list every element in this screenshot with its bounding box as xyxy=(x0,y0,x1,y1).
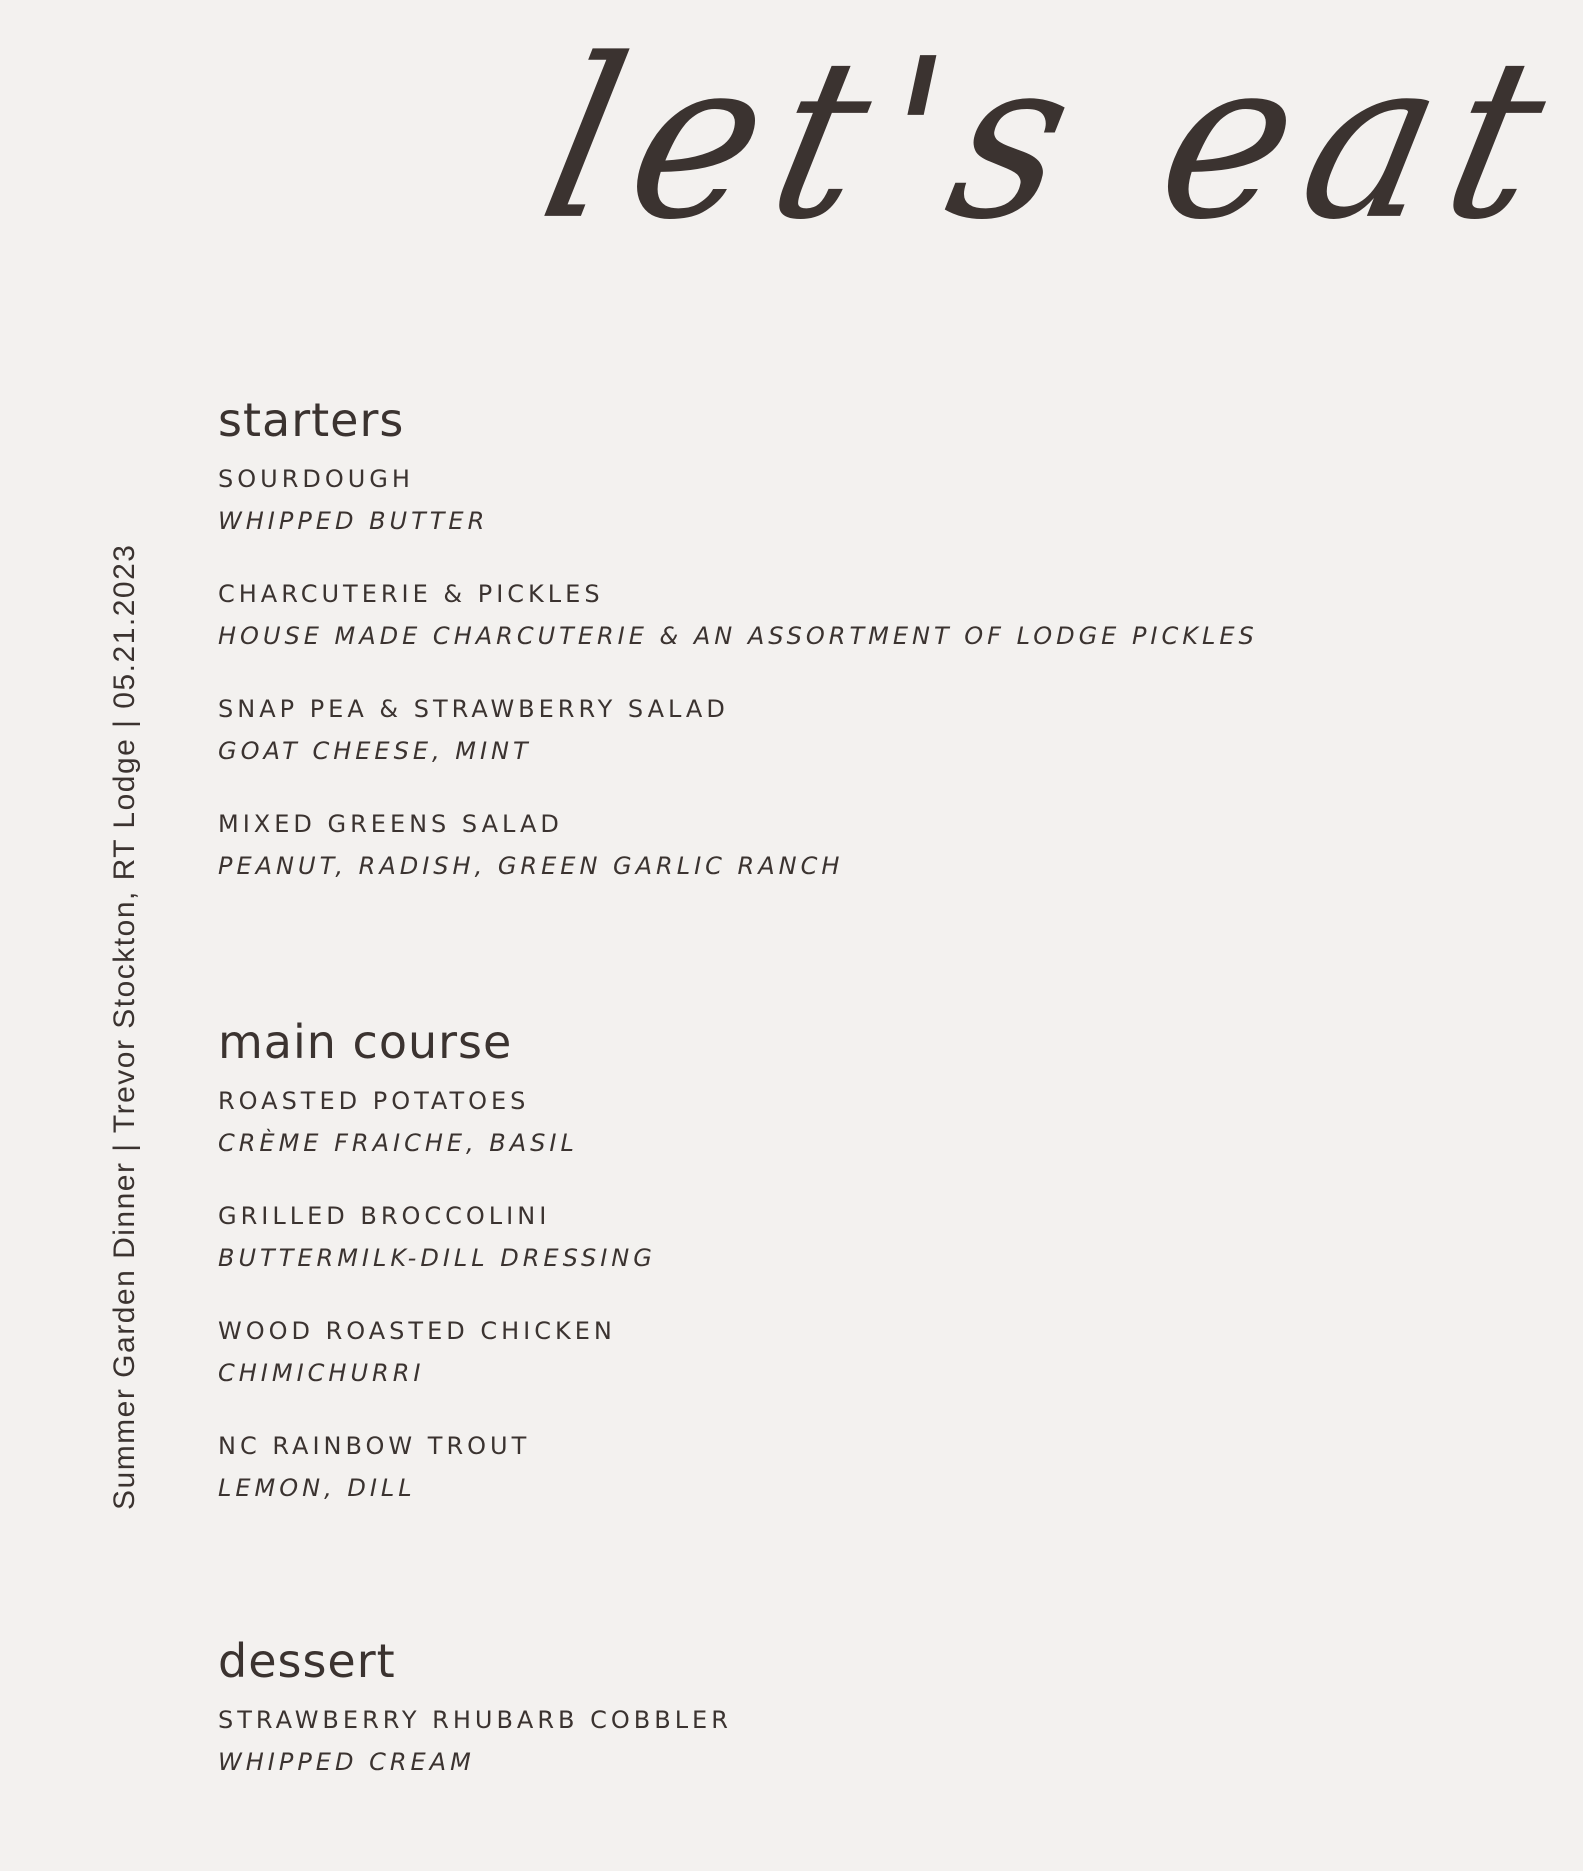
menu-item-name: CHARCUTERIE & PICKLES xyxy=(218,579,604,608)
menu-item-description: GOAT CHEESE, MINT xyxy=(218,736,532,765)
menu-item-name: NC RAINBOW TROUT xyxy=(218,1431,531,1460)
menu-item xyxy=(218,694,1258,766)
menu-item-name: MIXED GREENS SALAD xyxy=(218,809,563,838)
menu-item-description: CRÈME FRAICHE, BASIL xyxy=(218,1128,578,1157)
menu-item-name: GRILLED BROCCOLINI xyxy=(218,1201,551,1230)
menu-item-name: SOURDOUGH xyxy=(218,464,414,493)
menu-item xyxy=(218,1201,656,1273)
section-starters xyxy=(218,395,1258,924)
menu-item-name: WOOD ROASTED CHICKEN xyxy=(218,1316,616,1345)
menu-item-name: SNAP PEA & STRAWBERRY SALAD xyxy=(218,694,729,723)
section-main-course xyxy=(218,1017,656,1546)
page-title: let's eat xyxy=(524,11,1583,269)
menu-item xyxy=(218,1431,656,1503)
menu-item-description: LEMON, DILL xyxy=(218,1473,416,1502)
menu-item xyxy=(218,809,1258,881)
menu-item xyxy=(218,464,1258,536)
menu-item xyxy=(218,1705,732,1777)
section-title-starters: starters xyxy=(218,393,405,447)
menu-item-name: ROASTED POTATOES xyxy=(218,1086,530,1115)
menu-item xyxy=(218,579,1258,651)
menu-item-description: BUTTERMILK-DILL DRESSING xyxy=(218,1243,656,1272)
menu-item-description: HOUSE MADE CHARCUTERIE & AN ASSORTMENT OF LODGE PICKLES xyxy=(218,621,1258,650)
section-title-dessert: dessert xyxy=(218,1634,396,1688)
menu-item-description: PEANUT, RADISH, GREEN GARLIC RANCH xyxy=(218,851,844,880)
menu-item-name: STRAWBERRY RHUBARB COBBLER xyxy=(218,1705,732,1734)
menu-item-description: WHIPPED BUTTER xyxy=(218,506,489,535)
menu-item-description: WHIPPED CREAM xyxy=(218,1747,475,1776)
section-title-main-course: main course xyxy=(218,1015,513,1069)
section-dessert xyxy=(218,1636,732,1820)
event-details: Summer Garden Dinner | Trevor Stockton, RT Lodge | 05.21.2023 xyxy=(108,543,141,1510)
menu-item xyxy=(218,1086,656,1158)
menu-item xyxy=(218,1316,656,1388)
menu-item-description: CHIMICHURRI xyxy=(218,1358,425,1387)
